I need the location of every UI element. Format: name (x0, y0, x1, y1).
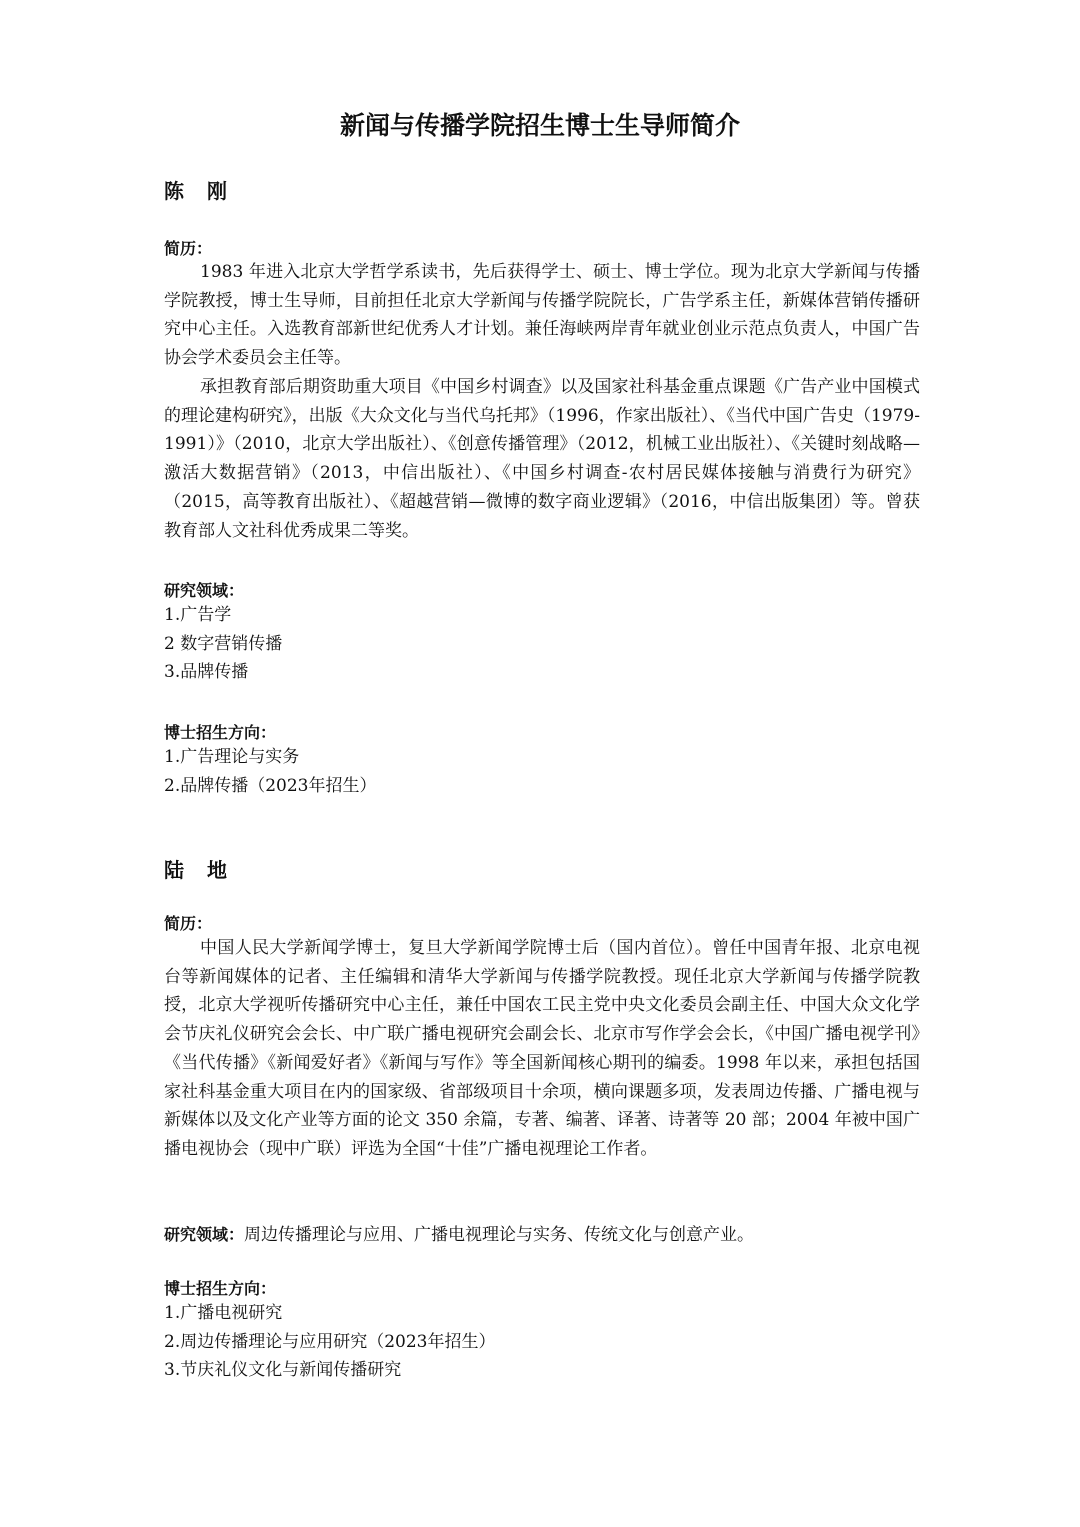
list-item: 2.品牌传播（2023年招生） (164, 775, 377, 796)
resume-paragraph: 中国人民大学新闻学博士，复旦大学新闻学院博士后（国内首位）。曾任中国青年报、北京电视台等新闻媒体的记者、主任编辑和清华大学新闻与传播学院教授。现任北京大学新闻与传播学院教授，北京大学视听传播研究中心主任，兼任中国农工民主党中央文化委员会副主任、中国大众文化学会节庆礼仪研究会会长、中广联广播电视研究会副会长、北京市写作学会会长，《中国广播电视学刊》《当代传播》《新闻爱好者》《新闻与写作》等全国新闻核心期刊的编委。1998 年以来，承担包括国家社科基金重大项目在内的国家级、省部级项目十余项，横向课题多项，发表周边传播、广播电视与新媒体以及文化产业等方面的论文 350 余篇，专著、编著、译著、诗著等 20 部；2004 年被中国广播电视协会（现中广联）评选为全国“十佳”广播电视理论工作者。 (164, 938, 920, 1159)
research-text: 周边传播理论与应用、广播电视理论与实务、传统文化与创意产业。 (244, 1225, 755, 1245)
phd-direction-list (164, 1299, 495, 1385)
list-item: 3.节庆礼仪文化与新闻传播研究 (164, 1360, 402, 1381)
advisor-name: 陈 刚 (164, 179, 235, 203)
resume-label: 简历： (164, 239, 213, 258)
research-line (164, 1220, 754, 1245)
research-list (164, 601, 282, 687)
resume-paragraph: 1983 年进入北京大学哲学系读书，先后获得学士、硕士、博士学位。现为北京大学新闻与传播学院教授，博士生导师，目前担任北京大学新闻与传播学院院长，广告学系主任，新媒体营销传播研究中心主任。入选教育部新世纪优秀人才计划。兼任海峡两岸青年就业创业示范点负责人，中国广告协会学术委员会主任等。 (164, 262, 920, 369)
list-item: 2.周边传播理论与应用研究（2023年招生） (164, 1331, 496, 1352)
list-item: 2 数字营销传播 (164, 633, 283, 654)
list-item: 1.广告学 (164, 605, 232, 625)
list-item: 3.品牌传播 (164, 662, 249, 683)
list-item: 1.广告理论与实务 (164, 747, 300, 767)
list-item: 1.广播电视研究 (164, 1303, 283, 1323)
phd-direction-label: 博士招生方向： (164, 723, 277, 742)
phd-direction-label: 博士招生方向： (164, 1279, 277, 1298)
phd-direction-list (164, 743, 376, 800)
research-label: 研究领域： (164, 1225, 245, 1244)
resume-paragraph: 承担教育部后期资助重大项目《中国乡村调查》以及国家社科基金重点课题《广告产业中国模式的理论建构研究》，出版《大众文化与当代乌托邦》（1996，作家出版社）、《当代中国广告史（1979-1991）》（2010，北京大学出版社）、《创意传播管理》（2012，机械工业出版社）、《关键时刻战略—激活大数据营销》（2013，中信出版社）、《中国乡村调查-农村居民媒体接触与消费行为研究》（2015，高等教育出版社）、《超越营销—微博的数字商业逻辑》（2016，中信出版集团）等。曾获教育部人文社科优秀成果二等奖。 (164, 377, 920, 541)
page-title: 新闻与传播学院招生博士生导师简介 (339, 111, 740, 140)
research-label: 研究领域： (164, 581, 245, 600)
resume-label: 简历： (164, 914, 213, 933)
advisor-name: 陆 地 (164, 858, 235, 882)
